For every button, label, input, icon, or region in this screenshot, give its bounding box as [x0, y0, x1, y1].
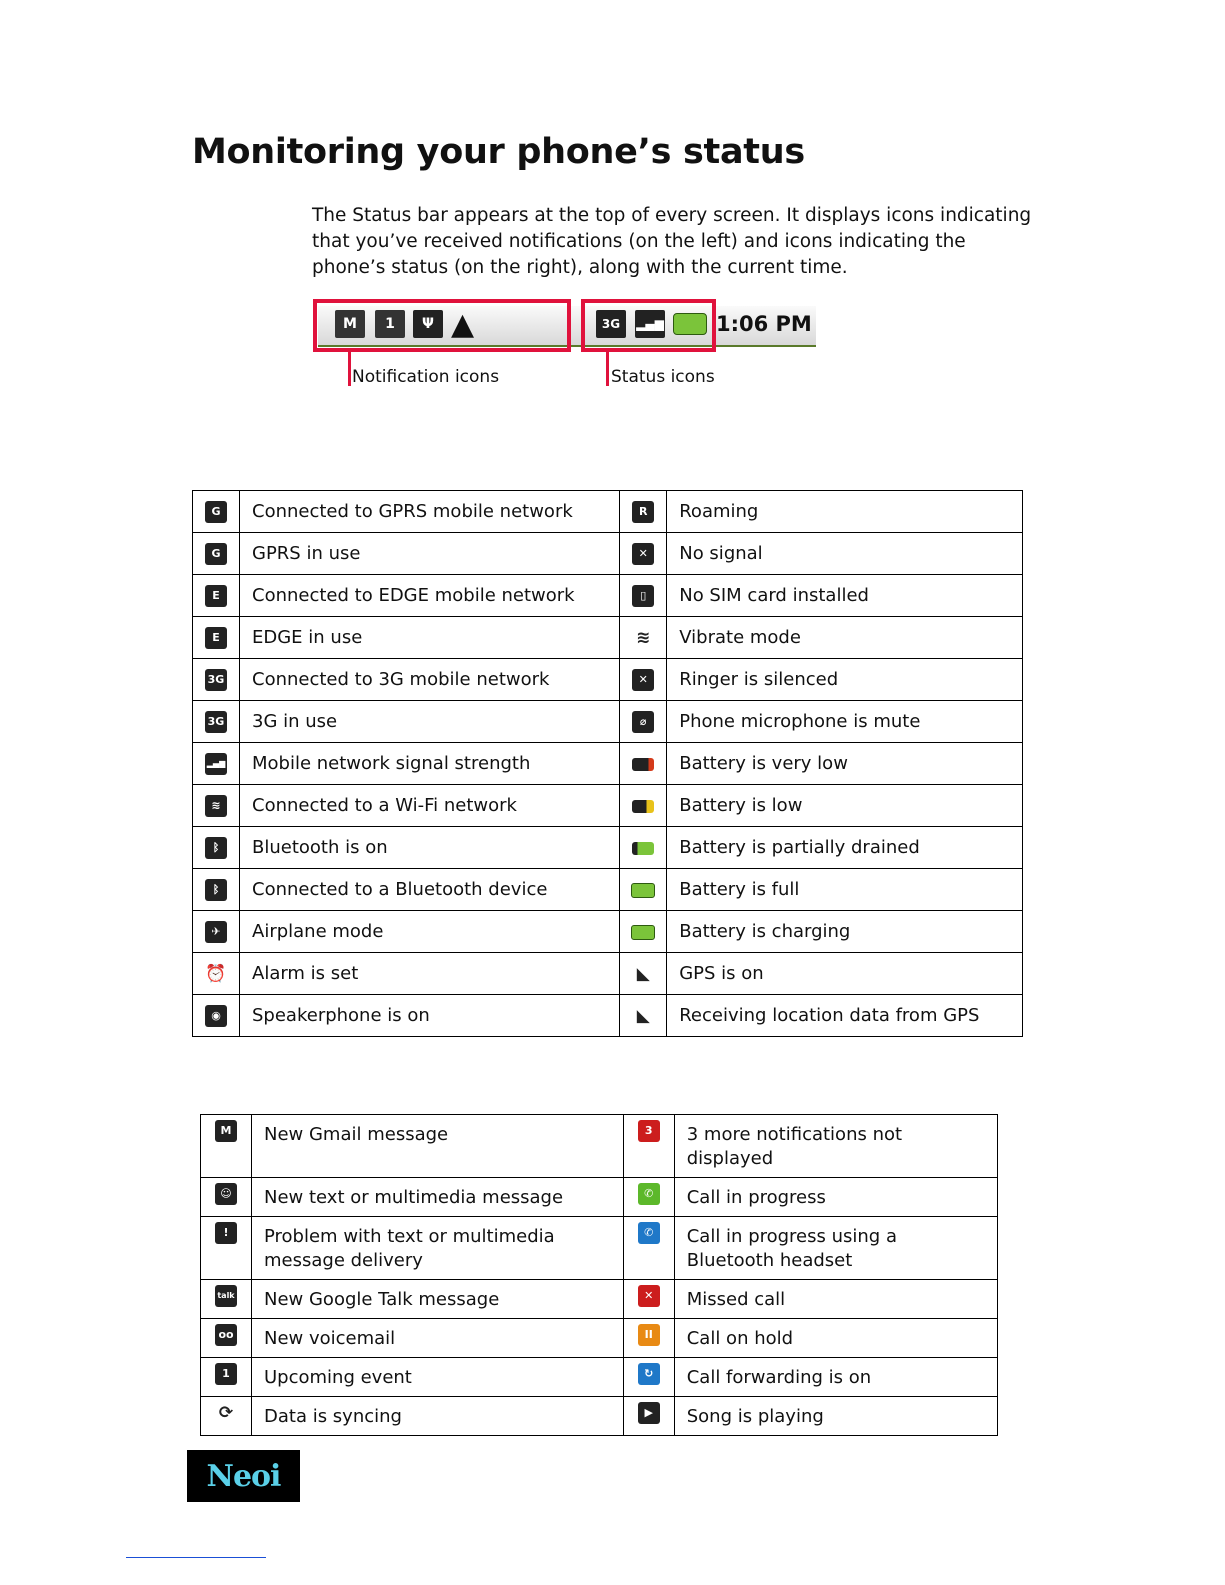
- bluetooth-call-icon: ✆: [638, 1222, 660, 1244]
- table-row: [201, 1178, 998, 1217]
- neoi-logo: Neoi: [187, 1450, 300, 1502]
- gprs-in-use-icon: G: [205, 543, 227, 565]
- description-cell: Connected to 3G mobile network: [240, 659, 620, 701]
- edge-in-use-icon: E: [205, 627, 227, 649]
- icon-cell: [623, 1397, 674, 1436]
- table-row: [193, 953, 1023, 995]
- notification-icons-table: [200, 1114, 998, 1436]
- song-playing-icon: ▶: [638, 1402, 660, 1424]
- battery-charging-icon: [631, 925, 655, 940]
- icon-cell: [193, 617, 240, 659]
- gps-on-icon: ◣: [636, 963, 650, 984]
- icon-cell: [620, 575, 667, 617]
- icon-cell: [193, 575, 240, 617]
- message-problem-icon: !: [215, 1222, 237, 1244]
- description-cell: Battery is low: [667, 785, 1023, 827]
- page-title: Monitoring your phone’s status: [192, 132, 805, 172]
- icon-cell: [620, 491, 667, 533]
- more-notifications-icon: 3: [638, 1120, 660, 1142]
- description-cell: Ringer is silenced: [667, 659, 1023, 701]
- icon-cell: [620, 995, 667, 1037]
- icon-cell: [201, 1178, 252, 1217]
- description-cell: Battery is charging: [667, 911, 1023, 953]
- bluetooth-on-icon: ᛒ: [205, 837, 227, 859]
- mic-mute-icon: ⌀: [632, 711, 654, 733]
- description-cell: 3 more notifications not displayed: [674, 1115, 997, 1178]
- table-row: [193, 491, 1023, 533]
- alarm-icon: ⏰: [205, 963, 227, 984]
- description-cell: 3G in use: [240, 701, 620, 743]
- icon-cell: [620, 743, 667, 785]
- description-cell: New text or multimedia message: [252, 1178, 624, 1217]
- icon-cell: [193, 911, 240, 953]
- description-cell: Airplane mode: [240, 911, 620, 953]
- description-cell: GPS is on: [667, 953, 1023, 995]
- icon-cell: [201, 1319, 252, 1358]
- speakerphone-icon: ◉: [205, 1005, 227, 1027]
- description-cell: New Google Talk message: [252, 1280, 624, 1319]
- table-row: [201, 1358, 998, 1397]
- icon-cell: [620, 785, 667, 827]
- missed-call-icon: ✕: [638, 1285, 660, 1307]
- description-cell: Connected to a Wi-Fi network: [240, 785, 620, 827]
- footer-link-line: [126, 1557, 266, 1558]
- table-row: [201, 1319, 998, 1358]
- description-cell: Call in progress using a Bluetooth headset: [674, 1217, 997, 1280]
- table-row: [201, 1115, 998, 1178]
- wifi-icon: ≋: [205, 795, 227, 817]
- description-cell: Alarm is set: [240, 953, 620, 995]
- signal-strength-icon: ▂▄▆: [205, 753, 227, 775]
- google-talk-icon: talk: [215, 1285, 237, 1307]
- description-cell: Phone microphone is mute: [667, 701, 1023, 743]
- table-row: [193, 995, 1023, 1037]
- icon-cell: [193, 659, 240, 701]
- airplane-icon: ✈: [205, 921, 227, 943]
- call-in-progress-icon: ✆: [638, 1183, 660, 1205]
- description-cell: Missed call: [674, 1280, 997, 1319]
- status-icons-highlight: [581, 299, 716, 352]
- icon-cell: [623, 1319, 674, 1358]
- table-row: [193, 701, 1023, 743]
- icon-cell: [193, 701, 240, 743]
- status-time: 1:06 PM: [716, 312, 812, 336]
- call-forwarding-icon: ↻: [638, 1363, 660, 1385]
- description-cell: Data is syncing: [252, 1397, 624, 1436]
- signal-icon: ▂▄▆: [635, 310, 665, 338]
- gprs-connected-icon: G: [205, 501, 227, 523]
- description-cell: Battery is partially drained: [667, 827, 1023, 869]
- 3g-icon: 3G: [596, 310, 626, 338]
- notification-leader-line: [348, 352, 351, 386]
- description-cell: Song is playing: [674, 1397, 997, 1436]
- icon-cell: [201, 1217, 252, 1280]
- icon-cell: [193, 953, 240, 995]
- icon-cell: [623, 1217, 674, 1280]
- notification-icons-caption: Notification icons: [352, 367, 500, 387]
- table-row: [193, 617, 1023, 659]
- description-cell: GPRS in use: [240, 533, 620, 575]
- description-cell: Call in progress: [674, 1178, 997, 1217]
- description-cell: Speakerphone is on: [240, 995, 620, 1037]
- gmail-icon: M: [215, 1120, 237, 1142]
- description-cell: Upcoming event: [252, 1358, 624, 1397]
- icon-cell: [201, 1358, 252, 1397]
- icon-cell: [620, 953, 667, 995]
- table-row: [201, 1280, 998, 1319]
- battery-full-icon: [631, 883, 655, 898]
- description-cell: Roaming: [667, 491, 1023, 533]
- description-cell: No SIM card installed: [667, 575, 1023, 617]
- battery-very-low-icon: [632, 758, 654, 771]
- description-cell: No signal: [667, 533, 1023, 575]
- description-cell: Vibrate mode: [667, 617, 1023, 659]
- gps-receiving-icon: ◣: [636, 1005, 650, 1026]
- ringer-silenced-icon: ✕: [632, 669, 654, 691]
- status-icons-caption: Status icons: [611, 367, 715, 387]
- icon-cell: [620, 617, 667, 659]
- call-on-hold-icon: II: [638, 1324, 660, 1346]
- description-cell: Problem with text or multimedia message delivery: [252, 1217, 624, 1280]
- icon-cell: [620, 701, 667, 743]
- battery-low-icon: [632, 800, 654, 813]
- description-cell: Battery is very low: [667, 743, 1023, 785]
- icon-cell: [201, 1115, 252, 1178]
- table-row: [193, 785, 1023, 827]
- description-cell: Mobile network signal strength: [240, 743, 620, 785]
- icon-cell: [623, 1280, 674, 1319]
- voicemail-icon: oo: [215, 1324, 237, 1346]
- description-cell: Receiving location data from GPS: [667, 995, 1023, 1037]
- icon-cell: [193, 785, 240, 827]
- warning-icon: ▲: [451, 306, 475, 342]
- table-row: [201, 1217, 998, 1280]
- vibrate-icon: ≋: [636, 627, 651, 648]
- table-row: [193, 743, 1023, 785]
- no-sim-icon: ▯: [632, 585, 654, 607]
- text-message-icon: ☺: [215, 1183, 237, 1205]
- description-cell: Connected to EDGE mobile network: [240, 575, 620, 617]
- data-sync-icon: ⟳: [218, 1403, 234, 1423]
- gmail-icon: M: [335, 310, 365, 338]
- table-row: [193, 533, 1023, 575]
- description-cell: Bluetooth is on: [240, 827, 620, 869]
- bluetooth-connected-icon: ᛒ: [205, 879, 227, 901]
- battery-partial-icon: [632, 842, 654, 855]
- table-row: [193, 575, 1023, 617]
- usb-icon: Ψ: [413, 310, 443, 338]
- icon-cell: [620, 869, 667, 911]
- icon-cell: [201, 1280, 252, 1319]
- edge-connected-icon: E: [205, 585, 227, 607]
- icon-cell: [620, 911, 667, 953]
- icon-cell: [620, 533, 667, 575]
- icon-cell: [193, 491, 240, 533]
- intro-paragraph: The Status bar appears at the top of every screen. It displays icons indicating that you’ve received notifications (on the left) and icons indicating the phone’s status (on the right), along with the current time.: [312, 205, 1032, 278]
- icon-cell: [201, 1397, 252, 1436]
- status-icons-table: [192, 490, 1023, 1037]
- table-row: [201, 1397, 998, 1436]
- table-row: [193, 911, 1023, 953]
- description-cell: New Gmail message: [252, 1115, 624, 1178]
- icon-cell: [623, 1178, 674, 1217]
- icon-cell: [620, 827, 667, 869]
- description-cell: Battery is full: [667, 869, 1023, 911]
- table-row: [193, 659, 1023, 701]
- upcoming-event-icon: 1: [215, 1363, 237, 1385]
- roaming-icon: R: [632, 501, 654, 523]
- icon-cell: [193, 869, 240, 911]
- no-signal-icon: ✕: [632, 543, 654, 565]
- icon-cell: [193, 533, 240, 575]
- description-cell: EDGE in use: [240, 617, 620, 659]
- description-cell: Call forwarding is on: [674, 1358, 997, 1397]
- description-cell: Connected to a Bluetooth device: [240, 869, 620, 911]
- 3g-in-use-icon: 3G: [205, 711, 227, 733]
- table-row: [193, 869, 1023, 911]
- icon-cell: [193, 995, 240, 1037]
- 3g-connected-icon: 3G: [205, 669, 227, 691]
- status-leader-line: [606, 352, 609, 386]
- notification-icons-highlight: [313, 299, 571, 352]
- icon-cell: [620, 659, 667, 701]
- table-row: [193, 827, 1023, 869]
- description-cell: New voicemail: [252, 1319, 624, 1358]
- calendar-icon: 1: [375, 310, 405, 338]
- icon-cell: [623, 1358, 674, 1397]
- icon-cell: [193, 743, 240, 785]
- description-cell: Connected to GPRS mobile network: [240, 491, 620, 533]
- icon-cell: [623, 1115, 674, 1178]
- description-cell: Call on hold: [674, 1319, 997, 1358]
- icon-cell: [193, 827, 240, 869]
